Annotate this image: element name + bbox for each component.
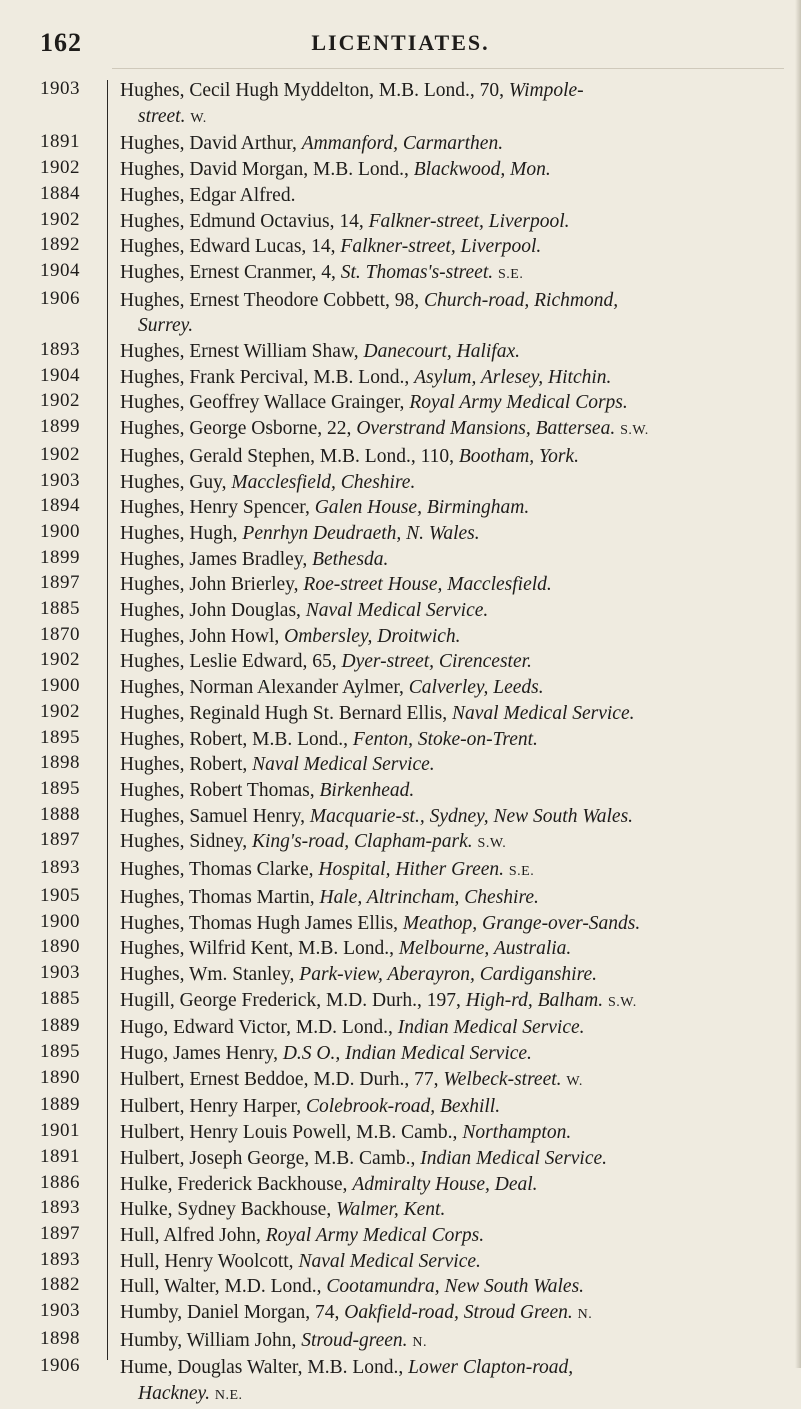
entry-place: Ammanford, Carmarthen. bbox=[301, 133, 504, 155]
list-item bbox=[0, 752, 801, 778]
entry-year: 1900 bbox=[40, 675, 80, 697]
entry-text bbox=[120, 495, 796, 521]
entry-place: Roe-street House, Macclesfield. bbox=[303, 574, 552, 596]
entry-year: 1898 bbox=[40, 1327, 80, 1349]
entry-list bbox=[0, 78, 801, 1409]
list-item bbox=[0, 885, 801, 911]
entry-district: N. bbox=[577, 1307, 593, 1323]
entry-name: Humby, William John, bbox=[120, 1329, 302, 1351]
entry-year: 1894 bbox=[40, 495, 80, 517]
entry-year: 1895 bbox=[40, 726, 80, 748]
entry-name: Hughes, James Bradley, bbox=[120, 548, 313, 570]
entry-year: 1899 bbox=[40, 546, 80, 568]
entry-name: Hughes, Thomas Hugh James Ellis, bbox=[120, 912, 403, 934]
list-item bbox=[0, 1041, 801, 1067]
entry-year: 1889 bbox=[40, 1015, 80, 1037]
entry-text bbox=[120, 1223, 796, 1249]
entry-place: Danecourt, Halifax. bbox=[363, 341, 520, 363]
page-number: 162 bbox=[40, 28, 82, 57]
list-item bbox=[0, 701, 801, 727]
entry-year: 1890 bbox=[40, 936, 80, 958]
list-item bbox=[0, 416, 801, 444]
entry-text bbox=[120, 521, 796, 547]
entry-name: Hughes, Guy, bbox=[120, 471, 232, 493]
entry-place: Royal Army Medical Corps. bbox=[409, 392, 628, 414]
list-item bbox=[0, 444, 801, 470]
entry-name: Hulke, Sydney Backhouse, bbox=[120, 1199, 337, 1221]
list-item bbox=[0, 1274, 801, 1300]
entry-place: Ombersley, Droitwich. bbox=[284, 625, 461, 647]
entry-year: 1890 bbox=[40, 1066, 80, 1088]
entry-district: S.W. bbox=[608, 994, 637, 1010]
entry-place-continued: street. bbox=[138, 105, 186, 127]
entry-place: Fenton, Stoke-on-Trent. bbox=[352, 728, 538, 750]
entry-place: St. Thomas's-street. bbox=[340, 261, 494, 283]
entry-name: Hughes, Henry Spencer, bbox=[120, 497, 315, 519]
entry-name: Hughes, Ernest Theodore Cobbett, 98, bbox=[120, 289, 425, 311]
entry-district: W. bbox=[566, 1073, 583, 1089]
entry-place: High-rd, Balham. bbox=[465, 989, 604, 1011]
list-item bbox=[0, 365, 801, 391]
entry-text bbox=[120, 1355, 796, 1408]
entry-year: 1906 bbox=[40, 287, 80, 309]
entry-name: Hughes, Leslie Edward, 65, bbox=[120, 651, 342, 673]
entry-place: Dyer-street, Cirencester. bbox=[341, 651, 532, 673]
entry-place: Galen House, Birmingham. bbox=[314, 497, 530, 519]
list-item bbox=[0, 962, 801, 988]
entry-year: 1884 bbox=[40, 182, 80, 204]
entry-place: Falkner-street, Liverpool. bbox=[340, 236, 542, 258]
entry-year: 1906 bbox=[40, 1355, 80, 1377]
entry-place: Naval Medical Service. bbox=[252, 754, 435, 776]
list-item bbox=[0, 495, 801, 521]
entry-text bbox=[120, 444, 796, 470]
entry-text bbox=[120, 988, 796, 1016]
entry-text bbox=[120, 1274, 796, 1300]
entry-text bbox=[120, 339, 796, 365]
entry-name: Hughes, George Osborne, 22, bbox=[120, 418, 357, 440]
list-item bbox=[0, 390, 801, 416]
entry-name: Hughes, John Howl, bbox=[120, 625, 285, 647]
entry-text bbox=[120, 365, 796, 391]
list-item bbox=[0, 911, 801, 937]
entry-text bbox=[120, 209, 796, 235]
list-item bbox=[0, 1067, 801, 1095]
entry-text bbox=[120, 1249, 796, 1275]
entry-name: Hughes, John Brierley, bbox=[120, 574, 304, 596]
list-item bbox=[0, 183, 801, 209]
entry-year: 1899 bbox=[40, 416, 80, 438]
entry-place: Naval Medical Service. bbox=[452, 702, 635, 724]
entry-text bbox=[120, 727, 796, 753]
entry-name: Hughes, Frank Percival, M.B. Lond., bbox=[120, 366, 415, 388]
entry-text bbox=[120, 157, 796, 183]
page-edge-shadow bbox=[795, 0, 801, 1368]
entry-name: Hughes, Cecil Hugh Myddelton, M.B. Lond., 70, bbox=[120, 80, 509, 101]
list-item bbox=[0, 649, 801, 675]
entry-year: 1889 bbox=[40, 1094, 80, 1116]
entry-place: Lower Clapton-road, bbox=[408, 1357, 574, 1379]
entry-district: S.W. bbox=[620, 423, 649, 439]
entry-year: 1902 bbox=[40, 700, 80, 722]
list-item bbox=[0, 339, 801, 365]
entry-place: Bethesda. bbox=[312, 548, 389, 570]
entry-year: 1893 bbox=[40, 1248, 80, 1270]
header-rule bbox=[112, 68, 784, 69]
entry-name: Hughes, Norman Alexander Aylmer, bbox=[120, 677, 409, 699]
entry-district: S.E. bbox=[508, 864, 535, 880]
list-item bbox=[0, 804, 801, 830]
entry-year: 1895 bbox=[40, 777, 80, 799]
entry-place: Oakfield-road, Stroud Green. bbox=[344, 1302, 573, 1324]
list-item bbox=[0, 857, 801, 885]
list-item bbox=[0, 1328, 801, 1356]
entry-name: Hugo, Edward Victor, M.D. Lond., bbox=[120, 1017, 398, 1039]
entry-year: 1870 bbox=[40, 623, 80, 645]
entry-name: Hughes, Reginald Hugh St. Bernard Ellis, bbox=[120, 702, 453, 724]
entry-place: Asylum, Arlesey, Hitchin. bbox=[414, 366, 612, 388]
entry-place: Penrhyn Deudraeth, N. Wales. bbox=[242, 522, 480, 544]
entry-text bbox=[120, 1328, 796, 1356]
entry-text bbox=[120, 131, 796, 157]
entry-name: Hull, Henry Woolcott, bbox=[120, 1250, 299, 1272]
entry-text bbox=[120, 234, 796, 260]
entry-name: Hughes, Ernest Cranmer, 4, bbox=[120, 261, 341, 283]
entry-place: Colebrook-road, Bexhill. bbox=[306, 1096, 501, 1118]
list-item bbox=[0, 1172, 801, 1198]
entry-text bbox=[120, 547, 796, 573]
entry-year: 1882 bbox=[40, 1274, 80, 1296]
entry-place: Bootham, York. bbox=[458, 445, 579, 467]
entry-text bbox=[120, 1146, 796, 1172]
list-item bbox=[0, 936, 801, 962]
entry-text bbox=[120, 885, 796, 911]
entry-name: Hughes, Geoffrey Wallace Grainger, bbox=[120, 392, 410, 414]
entry-text bbox=[120, 1172, 796, 1198]
entry-text bbox=[120, 829, 796, 857]
entry-place: Melbourne, Australia. bbox=[398, 938, 572, 960]
entry-text bbox=[120, 390, 796, 416]
entry-place: Falkner-street, Liverpool. bbox=[368, 210, 570, 232]
entry-year: 1902 bbox=[40, 649, 80, 671]
list-item bbox=[0, 988, 801, 1016]
entry-place: Calverley, Leeds. bbox=[408, 677, 544, 699]
entry-text bbox=[120, 936, 796, 962]
entry-year: 1892 bbox=[40, 234, 80, 256]
entry-name: Hughes, Edmund Octavius, 14, bbox=[120, 210, 369, 232]
entry-place: Macquarie-st., Sydney, New South Wales. bbox=[309, 805, 634, 827]
entry-text bbox=[120, 260, 796, 288]
entry-name: Hughes, Robert, bbox=[120, 754, 253, 776]
page-header-title: LICENTIATES. bbox=[311, 30, 490, 55]
entry-year: 1903 bbox=[40, 961, 80, 983]
entry-year: 1897 bbox=[40, 829, 80, 851]
entry-text bbox=[120, 1120, 796, 1146]
entry-year: 1897 bbox=[40, 1222, 80, 1244]
entry-year: 1903 bbox=[40, 1300, 80, 1322]
entry-name: Hughes, John Douglas, bbox=[120, 600, 306, 622]
entry-name: Hull, Walter, M.D. Lond., bbox=[120, 1276, 327, 1298]
entry-text bbox=[120, 752, 796, 778]
entry-place: Overstrand Mansions, Battersea. bbox=[356, 418, 616, 440]
entry-text bbox=[120, 1041, 796, 1067]
entry-name: Hughes, Robert Thomas, bbox=[120, 779, 320, 801]
entry-district: S.W. bbox=[477, 836, 507, 852]
entry-place: Indian Medical Service. bbox=[420, 1147, 608, 1169]
entry-name: Hulbert, Henry Harper, bbox=[120, 1096, 307, 1118]
entry-place: Church-road, Richmond, bbox=[424, 289, 619, 311]
list-item bbox=[0, 1015, 801, 1041]
entry-place: King's-road, Clapham-park. bbox=[251, 831, 473, 853]
entry-text bbox=[120, 857, 796, 885]
entry-year: 1905 bbox=[40, 884, 80, 906]
entry-name: Hughes, Edward Lucas, 14, bbox=[120, 236, 341, 258]
list-item bbox=[0, 157, 801, 183]
entry-text bbox=[120, 572, 796, 598]
entry-place: Wimpole- bbox=[508, 80, 584, 101]
entry-year: 1902 bbox=[40, 208, 80, 230]
entry-year: 1902 bbox=[40, 390, 80, 412]
entry-year: 1893 bbox=[40, 1197, 80, 1219]
entry-year: 1901 bbox=[40, 1120, 80, 1142]
entry-name: Hughes, Gerald Stephen, M.B. Lond., 110, bbox=[120, 445, 459, 467]
entry-place: Naval Medical Service. bbox=[305, 600, 489, 622]
list-item bbox=[0, 1146, 801, 1172]
list-item bbox=[0, 727, 801, 753]
entry-year: 1895 bbox=[40, 1041, 80, 1063]
list-item bbox=[0, 1300, 801, 1328]
entry-name: Hughes, David Arthur, bbox=[120, 133, 302, 155]
list-item bbox=[0, 1355, 801, 1408]
entry-year: 1885 bbox=[40, 987, 80, 1009]
entry-name: Hume, Douglas Walter, M.B. Lond., bbox=[120, 1357, 409, 1379]
entry-place: Royal Army Medical Corps. bbox=[265, 1224, 485, 1246]
entry-year: 1903 bbox=[40, 469, 80, 491]
entry-place: Hospital, Hither Green. bbox=[318, 859, 504, 881]
entry-name: Hughes, Sidney, bbox=[120, 831, 252, 853]
entry-text bbox=[120, 701, 796, 727]
entry-name: Hughes, Robert, M.B. Lond., bbox=[120, 728, 353, 750]
entry-year: 1886 bbox=[40, 1171, 80, 1193]
entry-year: 1903 bbox=[40, 78, 80, 99]
entry-name: Hughes, Ernest William Shaw, bbox=[120, 341, 364, 363]
list-item bbox=[0, 260, 801, 288]
entry-name: Hulbert, Henry Louis Powell, M.B. Camb., bbox=[120, 1122, 463, 1144]
entry-text bbox=[120, 1197, 796, 1223]
entry-place-continued: Surrey. bbox=[138, 315, 194, 337]
entry-name: Hughes, David Morgan, M.B. Lond., bbox=[120, 159, 414, 181]
entry-text bbox=[120, 288, 796, 339]
entry-text bbox=[120, 649, 796, 675]
entry-text bbox=[120, 911, 796, 937]
entry-year: 1904 bbox=[40, 364, 80, 386]
entry-text bbox=[120, 416, 796, 444]
entry-place: Macclesfield, Cheshire. bbox=[231, 471, 416, 493]
entry-continuation bbox=[120, 1381, 796, 1409]
entry-district: N.E. bbox=[214, 1388, 243, 1404]
list-item bbox=[0, 572, 801, 598]
entry-name: Hugo, James Henry, bbox=[120, 1043, 283, 1065]
entry-text bbox=[120, 1067, 796, 1095]
entry-name: Hughes, Hugh, bbox=[120, 522, 243, 544]
entry-name: Humby, Daniel Morgan, 74, bbox=[120, 1302, 345, 1324]
entry-year: 1893 bbox=[40, 339, 80, 361]
entry-text bbox=[120, 778, 796, 804]
entry-name: Hugill, George Frederick, M.D. Durh., 197, bbox=[120, 989, 466, 1011]
entry-text bbox=[120, 804, 796, 830]
entry-year: 1900 bbox=[40, 520, 80, 542]
entry-year: 1885 bbox=[40, 598, 80, 620]
list-item bbox=[0, 288, 801, 339]
list-item bbox=[0, 675, 801, 701]
entry-text bbox=[120, 1015, 796, 1041]
list-item bbox=[0, 1197, 801, 1223]
entry-district: W. bbox=[190, 110, 207, 126]
entry-place: Cootamundra, New South Wales. bbox=[326, 1276, 585, 1298]
entry-text bbox=[120, 675, 796, 701]
entry-year: 1897 bbox=[40, 572, 80, 594]
entry-place: Admiralty House, Deal. bbox=[352, 1173, 538, 1195]
entry-name: Hughes, Wilfrid Kent, M.B. Lond., bbox=[120, 938, 399, 960]
entry-place: Park-view, Aberayron, Cardiganshire. bbox=[299, 963, 597, 985]
entry-year: 1902 bbox=[40, 157, 80, 179]
list-item bbox=[0, 829, 801, 857]
entry-place: Welbeck-street. bbox=[443, 1068, 562, 1090]
entry-text bbox=[120, 183, 796, 209]
entry-place: Meathop, Grange-over-Sands. bbox=[402, 912, 641, 934]
list-item bbox=[0, 1223, 801, 1249]
entry-year: 1898 bbox=[40, 752, 80, 774]
entry-year: 1904 bbox=[40, 259, 80, 281]
entry-year: 1891 bbox=[40, 1145, 80, 1167]
entry-text bbox=[120, 470, 796, 496]
entry-name: Hughes, Edgar Alfred. bbox=[120, 184, 296, 206]
entry-text bbox=[120, 78, 796, 131]
entry-place: Stroud-green. bbox=[301, 1329, 408, 1351]
list-item bbox=[0, 131, 801, 157]
entry-year: 1900 bbox=[40, 910, 80, 932]
list-item bbox=[0, 598, 801, 624]
entry-text bbox=[120, 624, 796, 650]
entry-year: 1891 bbox=[40, 131, 80, 153]
entry-continuation bbox=[120, 313, 796, 339]
entry-name: Hughes, Wm. Stanley, bbox=[120, 963, 300, 985]
entry-place: Indian Medical Service. bbox=[397, 1017, 585, 1039]
entry-place: Walmer, Kent. bbox=[336, 1199, 446, 1221]
entry-text bbox=[120, 1300, 796, 1328]
entry-place: Northampton. bbox=[462, 1122, 572, 1144]
entry-place: Hale, Altrincham, Cheshire. bbox=[319, 886, 539, 908]
entry-text bbox=[120, 598, 796, 624]
list-item bbox=[0, 78, 801, 131]
entry-place: Birkenhead. bbox=[319, 779, 415, 801]
list-item bbox=[0, 547, 801, 573]
entry-name: Hughes, Samuel Henry, bbox=[120, 805, 310, 827]
entry-year: 1888 bbox=[40, 803, 80, 825]
entry-place: Naval Medical Service. bbox=[298, 1250, 481, 1272]
list-item bbox=[0, 1120, 801, 1146]
list-item bbox=[0, 234, 801, 260]
entry-text bbox=[120, 962, 796, 988]
list-item bbox=[0, 521, 801, 547]
list-item bbox=[0, 470, 801, 496]
entry-name: Hughes, Thomas Martin, bbox=[120, 886, 320, 908]
list-item bbox=[0, 624, 801, 650]
entry-district: N. bbox=[412, 1334, 428, 1350]
list-item bbox=[0, 1249, 801, 1275]
list-item bbox=[0, 209, 801, 235]
entry-place: Blackwood, Mon. bbox=[413, 159, 551, 181]
entry-place: D.S O., Indian Medical Service. bbox=[282, 1043, 532, 1065]
entry-continuation bbox=[120, 104, 796, 132]
entry-name: Hughes, Thomas Clarke, bbox=[120, 859, 319, 881]
entry-text bbox=[120, 1094, 796, 1120]
entry-name: Hulbert, Joseph George, M.B. Camb., bbox=[120, 1147, 421, 1169]
list-item bbox=[0, 1094, 801, 1120]
list-item bbox=[0, 778, 801, 804]
entry-name: Hull, Alfred John, bbox=[120, 1224, 266, 1246]
entry-name: Hulke, Frederick Backhouse, bbox=[120, 1173, 353, 1195]
entry-place-continued: Hackney. bbox=[138, 1383, 211, 1405]
entry-district: S.E. bbox=[498, 266, 524, 282]
entry-year: 1902 bbox=[40, 443, 80, 465]
entry-year: 1893 bbox=[40, 857, 80, 879]
entry-name: Hulbert, Ernest Beddoe, M.D. Durh., 77, bbox=[120, 1068, 444, 1090]
